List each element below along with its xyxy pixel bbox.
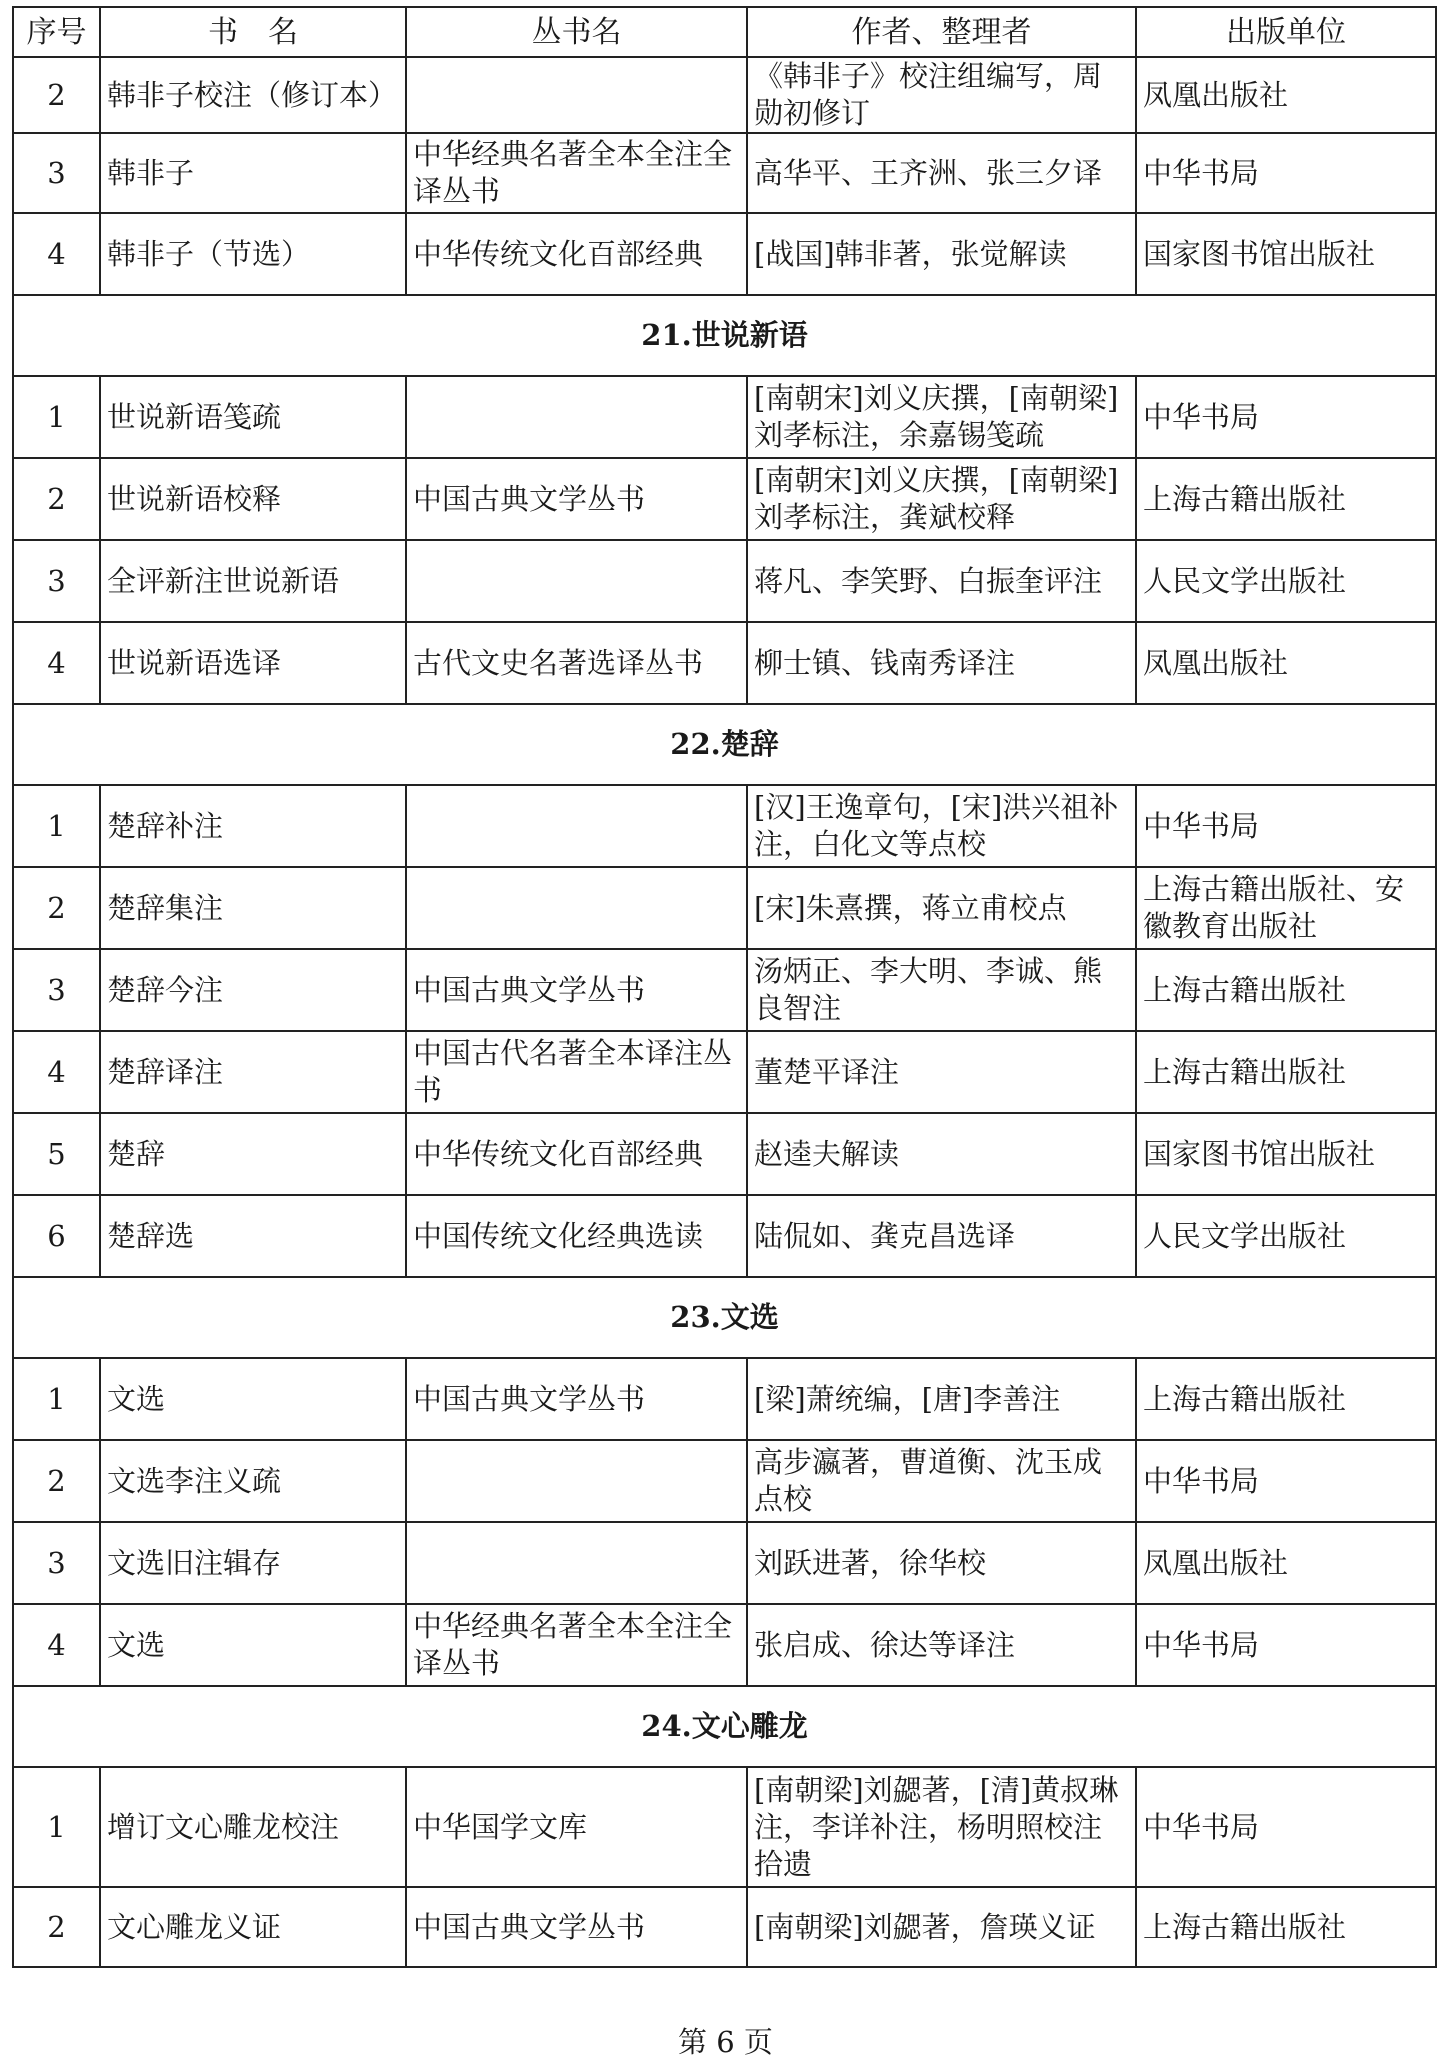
table-row <box>13 1195 1436 1277</box>
cell-index: 4 <box>13 622 100 704</box>
table-body <box>13 57 1436 1967</box>
cell-series: 中华经典名著全本全注全译丛书 <box>406 1604 747 1686</box>
cell-publisher: 上海古籍出版社 <box>1136 1031 1436 1113</box>
table-header-row <box>13 7 1436 57</box>
cell-series: 中华国学文库 <box>406 1767 747 1887</box>
cell-title: 楚辞 <box>100 1113 406 1195</box>
cell-title: 文选旧注辑存 <box>100 1522 406 1604</box>
cell-title: 楚辞译注 <box>100 1031 406 1113</box>
section-header-row <box>13 1686 1436 1767</box>
cell-index: 3 <box>13 1522 100 1604</box>
cell-series: 中华经典名著全本全注全译丛书 <box>406 133 747 213</box>
cell-author: 蒋凡、李笑野、白振奎评注 <box>747 540 1136 622</box>
cell-author: 《韩非子》校注组编写，周勋初修订 <box>747 57 1136 133</box>
cell-author: 赵逵夫解读 <box>747 1113 1136 1195</box>
cell-publisher: 中华书局 <box>1136 1440 1436 1522</box>
cell-author: 高华平、王齐洲、张三夕译 <box>747 133 1136 213</box>
cell-series: 中国古典文学丛书 <box>406 458 747 540</box>
cell-series: 中国传统文化经典选读 <box>406 1195 747 1277</box>
cell-author: [梁]萧统编，[唐]李善注 <box>747 1358 1136 1440</box>
cell-index: 2 <box>13 57 100 133</box>
cell-title: 文心雕龙义证 <box>100 1887 406 1967</box>
section-title: 24.文心雕龙 <box>13 1686 1436 1767</box>
cell-author: 陆侃如、龚克昌选译 <box>747 1195 1136 1277</box>
cell-author: 高步瀛著，曹道衡、沈玉成点校 <box>747 1440 1136 1522</box>
cell-index: 3 <box>13 949 100 1031</box>
section-header-row <box>13 1277 1436 1358</box>
table-row <box>13 213 1436 295</box>
table-row <box>13 540 1436 622</box>
header-index: 序号 <box>13 7 100 57</box>
cell-publisher: 中华书局 <box>1136 376 1436 458</box>
cell-index: 1 <box>13 785 100 867</box>
cell-publisher: 上海古籍出版社 <box>1136 949 1436 1031</box>
cell-index: 2 <box>13 458 100 540</box>
table-row <box>13 949 1436 1031</box>
cell-publisher: 凤凰出版社 <box>1136 57 1436 133</box>
cell-title: 文选 <box>100 1604 406 1686</box>
cell-index: 2 <box>13 1440 100 1522</box>
cell-title: 文选 <box>100 1358 406 1440</box>
table-row <box>13 133 1436 213</box>
cell-publisher: 国家图书馆出版社 <box>1136 213 1436 295</box>
cell-series <box>406 1522 747 1604</box>
table-row <box>13 867 1436 949</box>
cell-publisher: 人民文学出版社 <box>1136 540 1436 622</box>
cell-index: 1 <box>13 376 100 458</box>
cell-title: 世说新语校释 <box>100 458 406 540</box>
table-row <box>13 1887 1436 1967</box>
cell-series <box>406 867 747 949</box>
cell-author: [南朝宋]刘义庆撰，[南朝梁]刘孝标注，余嘉锡笺疏 <box>747 376 1136 458</box>
cell-series <box>406 785 747 867</box>
cell-title: 楚辞今注 <box>100 949 406 1031</box>
section-title: 21.世说新语 <box>13 295 1436 376</box>
cell-series: 古代文史名著选译丛书 <box>406 622 747 704</box>
cell-index: 5 <box>13 1113 100 1195</box>
cell-series <box>406 376 747 458</box>
header-series: 丛书名 <box>406 7 747 57</box>
cell-index: 1 <box>13 1767 100 1887</box>
cell-author: [南朝梁]刘勰著，[清]黄叔琳注，李详补注，杨明照校注拾遗 <box>747 1767 1136 1887</box>
header-author: 作者、整理者 <box>747 7 1136 57</box>
cell-title: 楚辞补注 <box>100 785 406 867</box>
cell-publisher: 上海古籍出版社 <box>1136 1887 1436 1967</box>
cell-title: 世说新语选译 <box>100 622 406 704</box>
cell-publisher: 凤凰出版社 <box>1136 1522 1436 1604</box>
cell-series: 中国古代名著全本译注丛书 <box>406 1031 747 1113</box>
cell-series <box>406 540 747 622</box>
cell-index: 2 <box>13 867 100 949</box>
cell-author: 刘跃进著，徐华校 <box>747 1522 1136 1604</box>
cell-publisher: 中华书局 <box>1136 785 1436 867</box>
cell-index: 3 <box>13 540 100 622</box>
cell-publisher: 人民文学出版社 <box>1136 1195 1436 1277</box>
table-row <box>13 1358 1436 1440</box>
cell-index: 4 <box>13 1031 100 1113</box>
cell-index: 4 <box>13 1604 100 1686</box>
header-title: 书 名 <box>100 7 406 57</box>
table-row <box>13 1031 1436 1113</box>
cell-series <box>406 57 747 133</box>
table-row <box>13 1440 1436 1522</box>
table-row <box>13 1767 1436 1887</box>
cell-series: 中国古典文学丛书 <box>406 1887 747 1967</box>
table-row <box>13 376 1436 458</box>
section-header-row <box>13 295 1436 376</box>
cell-title: 世说新语笺疏 <box>100 376 406 458</box>
cell-index: 6 <box>13 1195 100 1277</box>
table-row <box>13 622 1436 704</box>
table-row <box>13 1113 1436 1195</box>
cell-title: 韩非子校注（修订本） <box>100 57 406 133</box>
cell-title: 韩非子（节选） <box>100 213 406 295</box>
cell-index: 4 <box>13 213 100 295</box>
cell-title: 楚辞选 <box>100 1195 406 1277</box>
cell-publisher: 凤凰出版社 <box>1136 622 1436 704</box>
cell-author: [南朝宋]刘义庆撰，[南朝梁]刘孝标注，龚斌校释 <box>747 458 1136 540</box>
cell-title: 增订文心雕龙校注 <box>100 1767 406 1887</box>
cell-author: [汉]王逸章句，[宋]洪兴祖补注，白化文等点校 <box>747 785 1136 867</box>
cell-publisher: 上海古籍出版社 <box>1136 458 1436 540</box>
cell-author: [战国]韩非著，张觉解读 <box>747 213 1136 295</box>
cell-series: 中国古典文学丛书 <box>406 1358 747 1440</box>
page-number: 第 6 页 <box>678 2025 773 2059</box>
table-row <box>13 1522 1436 1604</box>
cell-publisher: 中华书局 <box>1136 1604 1436 1686</box>
cell-author: 汤炳正、李大明、李诚、熊良智注 <box>747 949 1136 1031</box>
cell-title: 楚辞集注 <box>100 867 406 949</box>
section-title: 23.文选 <box>13 1277 1436 1358</box>
cell-series <box>406 1440 747 1522</box>
header-publisher: 出版单位 <box>1136 7 1436 57</box>
section-title: 22.楚辞 <box>13 704 1436 785</box>
cell-index: 3 <box>13 133 100 213</box>
cell-publisher: 中华书局 <box>1136 1767 1436 1887</box>
cell-publisher: 上海古籍出版社、安徽教育出版社 <box>1136 867 1436 949</box>
cell-author: 董楚平译注 <box>747 1031 1136 1113</box>
cell-index: 1 <box>13 1358 100 1440</box>
cell-publisher: 国家图书馆出版社 <box>1136 1113 1436 1195</box>
cell-series: 中华传统文化百部经典 <box>406 1113 747 1195</box>
cell-title: 韩非子 <box>100 133 406 213</box>
table-row <box>13 785 1436 867</box>
cell-title: 全评新注世说新语 <box>100 540 406 622</box>
book-list-table <box>12 6 1437 1968</box>
table-row <box>13 57 1436 133</box>
table-row <box>13 458 1436 540</box>
section-header-row <box>13 704 1436 785</box>
cell-publisher: 上海古籍出版社 <box>1136 1358 1436 1440</box>
cell-title: 文选李注义疏 <box>100 1440 406 1522</box>
cell-series: 中国古典文学丛书 <box>406 949 747 1031</box>
cell-series: 中华传统文化百部经典 <box>406 213 747 295</box>
table-row <box>13 1604 1436 1686</box>
cell-author: 柳士镇、钱南秀译注 <box>747 622 1136 704</box>
cell-publisher: 中华书局 <box>1136 133 1436 213</box>
cell-index: 2 <box>13 1887 100 1967</box>
cell-author: [宋]朱熹撰，蒋立甫校点 <box>747 867 1136 949</box>
cell-author: 张启成、徐达等译注 <box>747 1604 1136 1686</box>
cell-author: [南朝梁]刘勰著，詹瑛义证 <box>747 1887 1136 1967</box>
